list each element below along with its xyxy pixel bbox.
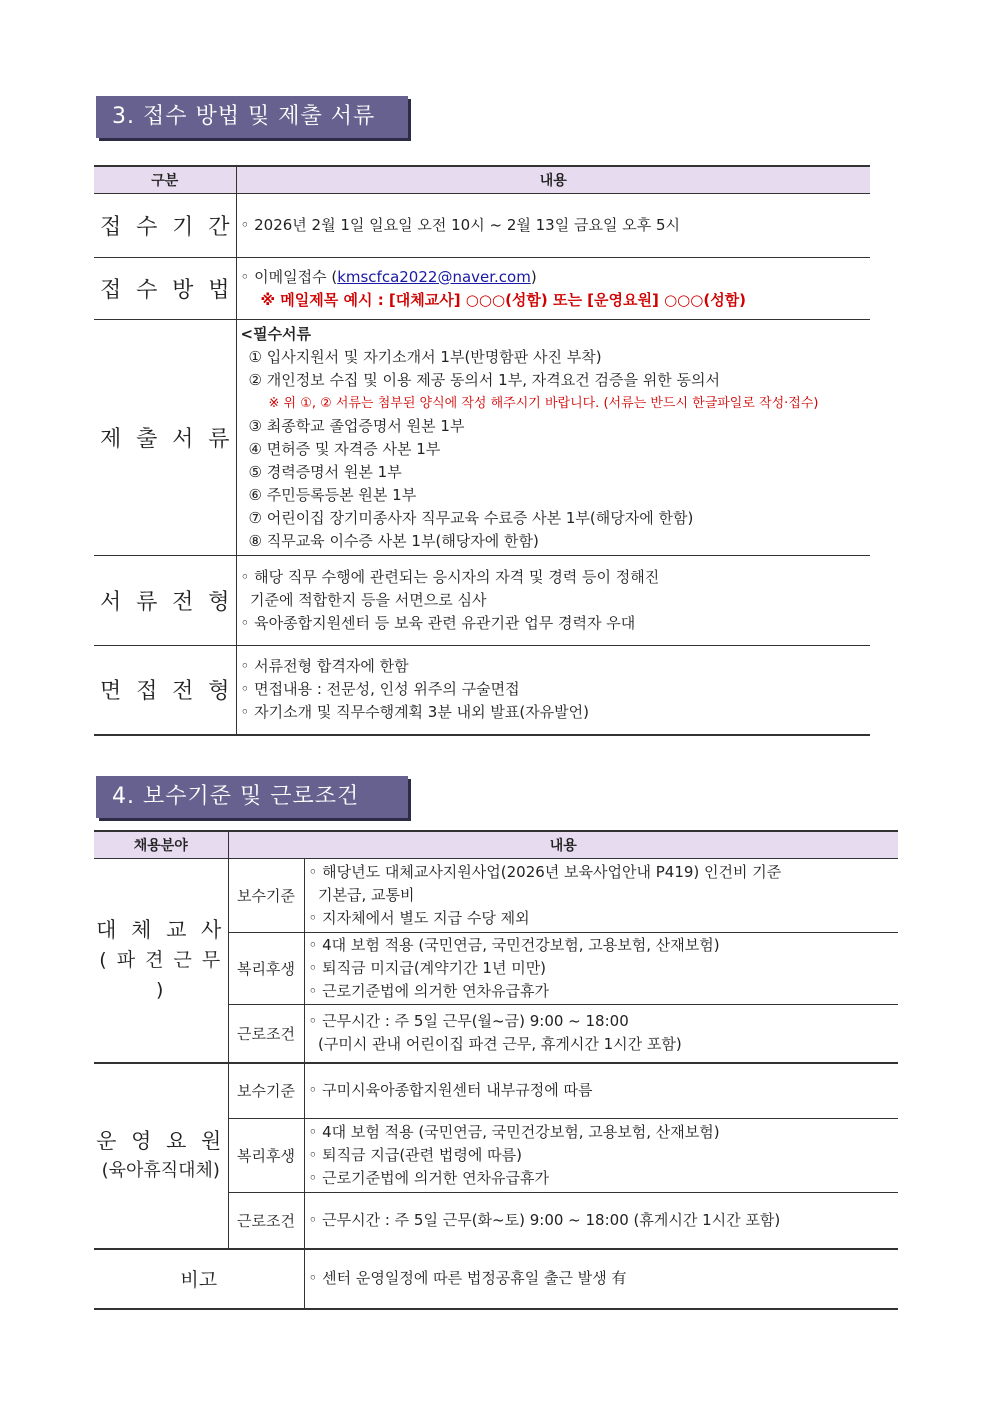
- documents-note: ※ 위 ①, ② 서류는 첨부된 양식에 작성 해주시기 바랍니다. (서류는 반드시 한글파일로 작성·접수): [268, 395, 819, 411]
- remark-row: [94, 1249, 898, 1309]
- email-link[interactable]: kmscfca2022@naver.com: [337, 267, 531, 286]
- sub-label: 근로조건: [228, 1193, 304, 1249]
- content-line: ◦ 근로기준법에 의거한 연차유급휴가: [308, 982, 550, 1000]
- row-interview: [94, 646, 870, 735]
- content-line: ◦ 퇴직금 미지급(계약기간 1년 미만): [308, 959, 547, 977]
- content-line: ◦ 해당년도 대체교사지원사업(2026년 보육사업안내 P419) 인건비 기준: [308, 863, 782, 881]
- section4-title: 4. 보수기준 및 근로조건: [96, 776, 408, 818]
- remark-text: ◦ 센터 운영일정에 따른 법정공휴일 출근 발생 有: [308, 1269, 627, 1287]
- content-line: ◦ 근로기준법에 의거한 연차유급휴가: [308, 1169, 550, 1187]
- content-line: ◦ 구미시육아종합지원센터 내부규정에 따름: [308, 1081, 593, 1100]
- content-line: ◦ 4대 보험 적용 (국민연금, 국민건강보험, 고용보험, 산재보험): [308, 1123, 720, 1141]
- doc-item: ⑤ 경력증명서 원본 1부: [248, 462, 402, 481]
- sub-label: 복리후생: [228, 1119, 304, 1193]
- documents-heading: <필수서류: [240, 324, 312, 343]
- content-line: ◦ 근무시간 : 주 5일 근무(화~토) 9:00 ~ 18:00 (휴게시간 1시간 포함): [308, 1210, 781, 1229]
- remark-label: 비고: [94, 1249, 304, 1309]
- section3-header-row: [94, 166, 870, 194]
- doc-item: ① 입사지원서 및 자기소개서 1부(반명함판 사진 부착): [248, 347, 602, 366]
- header-field: 채용분야: [94, 831, 228, 859]
- doc-item: ④ 면허증 및 자격증 사본 1부: [248, 439, 441, 458]
- interview-label: 면 접 전 형: [94, 646, 236, 735]
- content-line: ◦ 근무시간 : 주 5일 근무(월~금) 9:00 ~ 18:00: [308, 1012, 629, 1031]
- operator-row-pay: [94, 1063, 898, 1119]
- row-screening: [94, 556, 870, 646]
- substitute-row-pay: [94, 859, 898, 933]
- interview-line: ◦ 서류전형 합격자에 한함: [240, 657, 409, 676]
- substitute-label: 대 체 교 사: [96, 918, 226, 943]
- interview-line: ◦ 자기소개 및 직무수행계획 3분 내외 발표(자유발언): [240, 703, 590, 722]
- doc-item: ③ 최종학교 졸업증명서 원본 1부: [248, 416, 465, 435]
- screening-line: 기준에 적합한지 등을 서면으로 심사: [240, 591, 487, 609]
- method-line: ◦ 이메일접수 (kmscfca2022@naver.com): [240, 267, 537, 286]
- section4-table: [94, 830, 898, 1310]
- screening-line: ◦ 육아종합지원센터 등 보육 관련 유관기관 업무 경력자 우대: [240, 614, 636, 632]
- section4-header-row: [94, 831, 898, 859]
- sub-label: 복리후생: [228, 933, 304, 1005]
- header-content: 내용: [228, 831, 898, 859]
- header-content: 내용: [236, 166, 870, 194]
- row-method: [94, 258, 870, 320]
- section3-table: [94, 165, 870, 736]
- content-line: ◦ 지자체에서 별도 지급 수당 제외: [308, 909, 530, 927]
- interview-line: ◦ 면접내용 : 전문성, 인성 위주의 구술면접: [240, 680, 520, 699]
- content-line: ◦ 4대 보험 적용 (국민연금, 국민건강보험, 고용보험, 산재보험): [308, 936, 720, 954]
- substitute-sublabel: ( 파 견 근 무 ): [99, 949, 223, 1002]
- operator-label: 운 영 요 원: [96, 1128, 226, 1153]
- content-line: ◦ 퇴직금 지급(관련 법령에 따름): [308, 1146, 523, 1164]
- sub-label: 보수기준: [228, 1063, 304, 1119]
- doc-item: ⑧ 직무교육 이수증 사본 1부(해당자에 한함): [248, 531, 539, 550]
- doc-item: ② 개인정보 수집 및 이용 제공 동의서 1부, 자격요건 검증을 위한 동의서: [248, 370, 720, 389]
- method-label: 접 수 방 법: [94, 258, 236, 320]
- header-category: 구분: [94, 166, 236, 194]
- doc-item: ⑥ 주민등록등본 원본 1부: [248, 485, 417, 504]
- sub-label: 보수기준: [228, 859, 304, 933]
- screening-line: ◦ 해당 직무 수행에 관련되는 응시자의 자격 및 경력 등이 정해진: [240, 568, 660, 586]
- method-note: ※ 메일제목 예시 : [대체교사] ○○○(성함) 또는 [운영요원] ○○○(성함): [260, 290, 747, 309]
- screening-label: 서 류 전 형: [94, 556, 236, 646]
- content-line: 기본급, 교통비: [308, 886, 415, 904]
- documents-label: 제 출 서 류: [94, 320, 236, 556]
- operator-sublabel: (육아휴직대체): [101, 1159, 220, 1181]
- section3-title: 3. 접수 방법 및 제출 서류: [96, 96, 408, 138]
- doc-item: ⑦ 어린이집 장기미종사자 직무교육 수료증 사본 1부(해당자에 한함): [248, 508, 694, 527]
- period-text: ◦ 2026년 2월 1일 일요일 오전 10시 ~ 2월 13일 금요일 오후 5시: [240, 216, 680, 234]
- content-line: (구미시 관내 어린이집 파견 근무, 휴게시간 1시간 포함): [308, 1035, 682, 1054]
- period-label: 접 수 기 간: [94, 194, 236, 258]
- row-period: [94, 194, 870, 258]
- sub-label: 근로조건: [228, 1005, 304, 1063]
- row-documents: [94, 320, 870, 556]
